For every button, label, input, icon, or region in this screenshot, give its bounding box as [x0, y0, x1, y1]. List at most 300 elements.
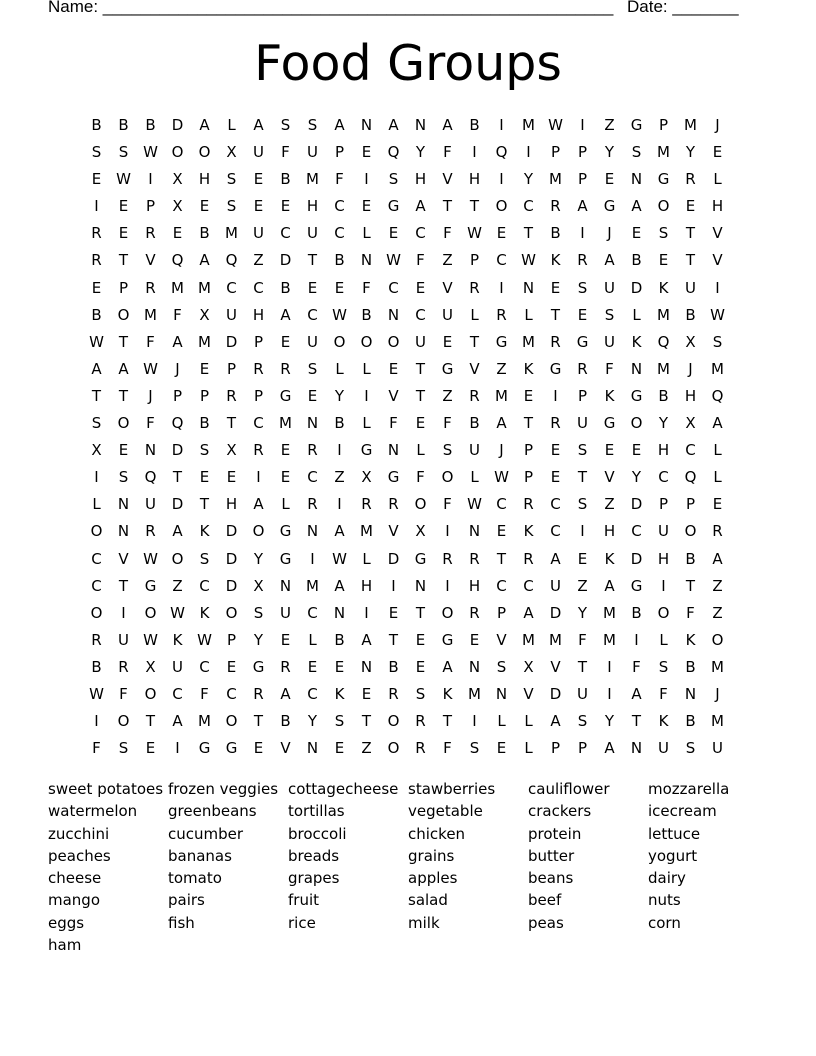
grid-letter: A [388, 116, 399, 134]
grid-letter: N [117, 522, 130, 541]
grid-letter: A [631, 197, 642, 216]
grid-letter: I [94, 468, 99, 487]
grid-letter: P [118, 278, 129, 297]
grid-letter: V [496, 630, 507, 649]
word-list-item: pairs [168, 891, 205, 910]
grid-letter: E [253, 170, 264, 189]
grid-letter: S [658, 224, 669, 243]
grid-letter: Y [685, 143, 696, 162]
grid-letter: E [631, 441, 642, 460]
grid-letter: G [360, 441, 373, 460]
grid-letter: R [523, 549, 534, 568]
grid-letter: F [416, 468, 425, 487]
grid-letter: T [523, 414, 534, 433]
grid-letter: I [634, 630, 639, 649]
grid-letter: U [307, 224, 318, 243]
grid-letter: G [603, 414, 616, 433]
grid-letter: U [172, 657, 183, 676]
grid-letter: L [659, 630, 668, 649]
grid-letter: A [712, 414, 723, 433]
grid-letter: Y [658, 414, 669, 433]
grid-letter: O [711, 630, 724, 649]
grid-row [83, 166, 743, 193]
grid-letter: E [415, 630, 426, 649]
grid-letter: H [360, 576, 373, 595]
grid-letter: Q [684, 468, 697, 487]
word-list-item: rice [288, 913, 316, 932]
grid-letter: E [280, 468, 291, 487]
grid-letter: R [388, 495, 399, 514]
grid-letter: Z [253, 251, 264, 270]
grid-letter: L [416, 441, 425, 460]
grid-letter: M [657, 359, 670, 378]
grid-letter: C [685, 441, 696, 460]
grid-letter: X [685, 332, 696, 351]
grid-letter: C [523, 576, 534, 595]
grid-letter: A [604, 576, 615, 595]
grid-letter: S [253, 603, 264, 622]
grid-letter: V [712, 224, 723, 243]
grid-row [83, 600, 743, 627]
word-list-item: mozzarella [648, 780, 730, 798]
grid-letter: C [91, 549, 102, 568]
grid-letter: G [630, 576, 643, 595]
grid-row [83, 247, 743, 274]
page-title: Food Groups [254, 35, 562, 92]
grid-letter: A [631, 684, 642, 703]
grid-letter: B [631, 251, 642, 270]
grid-letter: I [445, 522, 450, 541]
grid-letter: E [712, 143, 723, 162]
grid-letter: E [307, 386, 318, 405]
grid-letter: A [523, 603, 534, 622]
grid-letter: B [118, 116, 129, 134]
grid-letter: A [334, 522, 345, 541]
grid-letter: S [496, 657, 507, 676]
grid-letter: S [334, 712, 345, 731]
grid-letter: K [199, 522, 210, 541]
grid-letter: C [280, 224, 291, 243]
grid-letter: T [469, 332, 480, 351]
grid-letter: N [306, 522, 319, 541]
grid-letter: V [604, 468, 615, 487]
grid-letter: Q [387, 143, 400, 162]
grid-letter: M [360, 522, 373, 541]
grid-letter: R [91, 224, 102, 243]
name-field-label: Name: ______________________________________________________ [48, 0, 614, 16]
grid-letter: X [253, 576, 264, 595]
word-list-item: cottagecheese [288, 780, 399, 798]
grid-letter: E [361, 684, 372, 703]
grid-letter: I [472, 143, 477, 162]
grid-letter: F [146, 332, 155, 351]
grid-letter: B [334, 630, 345, 649]
word-list-item: eggs [48, 913, 85, 932]
grid-letter: T [145, 712, 156, 731]
grid-letter: O [144, 603, 157, 622]
grid-row [83, 275, 743, 302]
grid-letter: N [387, 305, 400, 324]
grid-letter: F [281, 143, 290, 162]
grid-letter: W [332, 305, 347, 324]
grid-letter: A [172, 332, 183, 351]
grid-letter: M [522, 630, 535, 649]
grid-row [83, 546, 743, 573]
grid-letter: X [226, 441, 237, 460]
grid-letter: R [712, 522, 723, 541]
grid-letter: T [388, 630, 399, 649]
grid-letter: O [387, 332, 400, 351]
grid-letter: P [145, 197, 156, 216]
grid-letter: B [685, 549, 696, 568]
grid-letter: G [198, 739, 211, 758]
grid-letter: R [469, 278, 480, 297]
grid-letter: K [685, 630, 696, 649]
grid-letter: W [467, 495, 482, 514]
grid-letter: M [549, 170, 562, 189]
grid-letter: H [684, 386, 697, 405]
grid-letter: U [307, 143, 318, 162]
grid-letter: A [361, 630, 372, 649]
grid-letter: W [89, 684, 104, 703]
grid-letter: M [198, 332, 211, 351]
grid-letter: T [226, 414, 237, 433]
grid-letter: P [685, 495, 696, 514]
grid-letter: L [362, 359, 371, 378]
grid-letter: E [388, 359, 399, 378]
grid-letter: M [711, 712, 724, 731]
grid-letter: D [171, 116, 184, 134]
grid-letter: O [117, 712, 130, 731]
word-list-item: vegetable [408, 802, 483, 821]
grid-letter: I [94, 197, 99, 216]
grid-letter: E [253, 739, 264, 758]
grid-letter: Z [712, 603, 723, 622]
grid-letter: P [253, 332, 264, 351]
grid-letter: H [306, 197, 319, 216]
grid-letter: F [632, 657, 641, 676]
grid-letter: B [199, 224, 210, 243]
grid-letter: F [659, 684, 668, 703]
grid-letter: F [173, 305, 182, 324]
grid-letter: U [604, 332, 615, 351]
grid-letter: W [548, 116, 563, 134]
grid-letter: C [226, 684, 237, 703]
word-list-item: peas [528, 913, 564, 932]
grid-letter: A [712, 549, 723, 568]
grid-letter: L [470, 468, 479, 487]
grid-letter: F [362, 278, 371, 297]
word-list-item: greenbeans [168, 802, 257, 821]
grid-row [83, 464, 743, 491]
grid-letter: B [280, 170, 291, 189]
word-list-item: bananas [168, 846, 232, 865]
grid-letter: K [442, 684, 453, 703]
grid-letter: K [550, 251, 561, 270]
grid-letter: M [549, 630, 562, 649]
grid-letter: X [91, 441, 102, 460]
grid-letter: P [469, 251, 480, 270]
grid-letter: U [604, 278, 615, 297]
grid-letter: F [200, 684, 209, 703]
grid-letter: S [226, 170, 237, 189]
grid-letter: O [441, 468, 454, 487]
grid-letter: E [415, 657, 426, 676]
grid-letter: V [280, 739, 291, 758]
grid-letter: Q [171, 251, 184, 270]
grid-letter: E [199, 468, 210, 487]
grid-letter: F [443, 224, 452, 243]
grid-letter: T [118, 251, 129, 270]
grid-letter: G [414, 549, 427, 568]
grid-letter: F [686, 603, 695, 622]
grid-letter: X [172, 170, 183, 189]
grid-letter: D [171, 495, 184, 514]
grid-letter: G [549, 359, 562, 378]
grid-letter: S [226, 197, 237, 216]
grid-letter: U [415, 332, 426, 351]
grid-row [83, 383, 743, 410]
grid-letter: C [91, 576, 102, 595]
word-list-item: icecream [648, 802, 717, 821]
grid-letter: J [175, 359, 180, 378]
grid-letter: Y [631, 468, 642, 487]
word-list-item: peaches [48, 846, 111, 865]
grid-letter: L [524, 739, 533, 758]
grid-letter: W [89, 332, 104, 351]
grid-letter: E [577, 305, 588, 324]
grid-letter: E [712, 495, 723, 514]
grid-letter: A [415, 197, 426, 216]
grid-row [83, 329, 743, 356]
grid-letter: U [577, 414, 588, 433]
grid-letter: M [171, 278, 184, 297]
grid-letter: A [442, 116, 453, 134]
grid-letter: O [90, 522, 103, 541]
grid-letter: S [577, 278, 588, 297]
grid-letter: P [253, 386, 264, 405]
grid-letter: O [657, 197, 670, 216]
grid-letter: C [253, 414, 264, 433]
grid-letter: S [712, 332, 723, 351]
word-list-item: cucumber [168, 824, 244, 843]
grid-letter: E [388, 603, 399, 622]
grid-letter: C [199, 657, 210, 676]
grid-letter: N [630, 359, 643, 378]
grid-letter: R [685, 170, 696, 189]
grid-letter: G [387, 197, 400, 216]
grid-letter: Y [415, 143, 426, 162]
grid-letter: L [713, 441, 722, 460]
grid-letter: Z [604, 495, 615, 514]
grid-letter: M [657, 305, 670, 324]
grid-letter: N [468, 657, 481, 676]
grid-letter: E [91, 278, 102, 297]
grid-letter: D [630, 278, 643, 297]
grid-letter: A [253, 495, 264, 514]
grid-letter: R [361, 495, 372, 514]
grid-letter: T [91, 386, 102, 405]
grid-letter: Y [523, 170, 534, 189]
grid-letter: Q [171, 414, 184, 433]
grid-letter: T [361, 712, 372, 731]
grid-letter: G [630, 116, 643, 134]
grid-letter: A [91, 359, 102, 378]
grid-letter: R [307, 441, 318, 460]
grid-letter: R [469, 603, 480, 622]
grid-letter: E [307, 278, 318, 297]
grid-letter: E [118, 197, 129, 216]
grid-letter: T [685, 224, 696, 243]
grid-letter: E [361, 143, 372, 162]
grid-letter: O [198, 143, 211, 162]
grid-letter: K [604, 386, 615, 405]
grid-letter: G [225, 739, 238, 758]
grid-letter: X [226, 143, 237, 162]
grid-letter: T [631, 712, 642, 731]
grid-letter: O [441, 603, 454, 622]
grid-letter: X [685, 414, 696, 433]
grid-letter: B [91, 657, 102, 676]
grid-letter: M [468, 684, 481, 703]
grid-letter: B [334, 414, 345, 433]
grid-row [83, 708, 743, 735]
grid-letter: P [226, 359, 237, 378]
grid-letter: R [550, 332, 561, 351]
grid-letter: S [442, 441, 453, 460]
grid-letter: R [280, 657, 291, 676]
word-list-item: watermelon [48, 802, 138, 821]
grid-letter: L [713, 468, 722, 487]
grid-letter: P [226, 630, 237, 649]
grid-letter: B [658, 386, 669, 405]
grid-letter: B [631, 603, 642, 622]
grid-letter: V [388, 522, 399, 541]
grid-letter: I [121, 603, 126, 622]
grid-letter: M [657, 143, 670, 162]
grid-letter: B [469, 116, 480, 134]
grid-letter: A [280, 684, 291, 703]
grid-letter: S [577, 495, 588, 514]
grid-letter: L [362, 414, 371, 433]
grid-letter: F [605, 359, 614, 378]
grid-letter: X [415, 522, 426, 541]
grid-letter: N [117, 495, 130, 514]
grid-letter: W [143, 143, 158, 162]
grid-letter: D [225, 332, 238, 351]
grid-letter: L [497, 712, 506, 731]
grid-letter: H [414, 170, 427, 189]
grid-letter: M [522, 332, 535, 351]
grid-letter: V [442, 278, 453, 297]
grid-letter: V [145, 251, 156, 270]
grid-letter: R [469, 386, 480, 405]
grid-letter: N [360, 116, 373, 134]
word-list-item: protein [528, 824, 582, 843]
grid-letter: U [145, 495, 156, 514]
grid-letter: U [577, 684, 588, 703]
grid-letter: U [118, 630, 129, 649]
grid-letter: C [658, 468, 669, 487]
grid-letter: N [630, 739, 643, 758]
grid-letter: T [685, 576, 696, 595]
grid-letter: V [388, 386, 399, 405]
grid-letter: F [146, 414, 155, 433]
grid-letter: L [470, 305, 479, 324]
grid-letter: H [225, 495, 238, 514]
grid-letter: A [172, 522, 183, 541]
grid-letter: B [145, 116, 156, 134]
grid-letter: G [603, 197, 616, 216]
grid-letter: J [715, 116, 720, 134]
grid-letter: T [415, 386, 426, 405]
word-list-item: fish [168, 913, 195, 932]
grid-letter: B [685, 712, 696, 731]
grid-letter: L [308, 630, 317, 649]
grid-letter: I [526, 143, 531, 162]
word-list-item: ham [48, 936, 82, 955]
grid-letter: W [143, 549, 158, 568]
grid-letter: D [630, 495, 643, 514]
grid-letter: L [524, 712, 533, 731]
grid-letter: S [415, 684, 426, 703]
grid-letter: S [631, 143, 642, 162]
word-list-item: beans [528, 869, 574, 888]
grid-letter: S [280, 116, 291, 134]
grid-letter: E [496, 224, 507, 243]
grid-letter: T [685, 251, 696, 270]
grid-letter: R [469, 549, 480, 568]
grid-letter: Y [604, 143, 615, 162]
grid-letter: H [711, 197, 724, 216]
grid-letter: O [333, 332, 346, 351]
grid-letter: S [91, 143, 102, 162]
grid-letter: M [198, 712, 211, 731]
grid-letter: F [443, 739, 452, 758]
grid-letter: Q [495, 143, 508, 162]
grid-letter: A [199, 116, 210, 134]
grid-letter: C [415, 224, 426, 243]
grid-letter: G [279, 549, 292, 568]
grid-letter: S [199, 441, 210, 460]
grid-letter: O [684, 522, 697, 541]
grid-letter: E [334, 278, 345, 297]
grid-letter: R [415, 712, 426, 731]
grid-letter: F [92, 739, 101, 758]
grid-letter: C [307, 684, 318, 703]
grid-letter: R [307, 495, 318, 514]
grid-letter: H [468, 170, 481, 189]
grid-letter: B [280, 278, 291, 297]
grid-letter: X [145, 657, 156, 676]
grid-row [83, 573, 743, 600]
grid-letter: T [253, 712, 264, 731]
grid-letter: G [252, 657, 265, 676]
grid-letter: T [442, 712, 453, 731]
grid-letter: G [441, 630, 454, 649]
word-list-item: tortillas [288, 802, 345, 821]
grid-letter: C [307, 468, 318, 487]
word-list-item: tomato [168, 869, 222, 888]
grid-letter: E [442, 332, 453, 351]
grid-letter: E [334, 739, 345, 758]
grid-letter: I [445, 576, 450, 595]
grid-letter: E [658, 251, 669, 270]
grid-letter: C [172, 684, 183, 703]
grid-letter: H [657, 441, 670, 460]
word-list-item: beef [528, 891, 562, 910]
grid-letter: S [577, 712, 588, 731]
